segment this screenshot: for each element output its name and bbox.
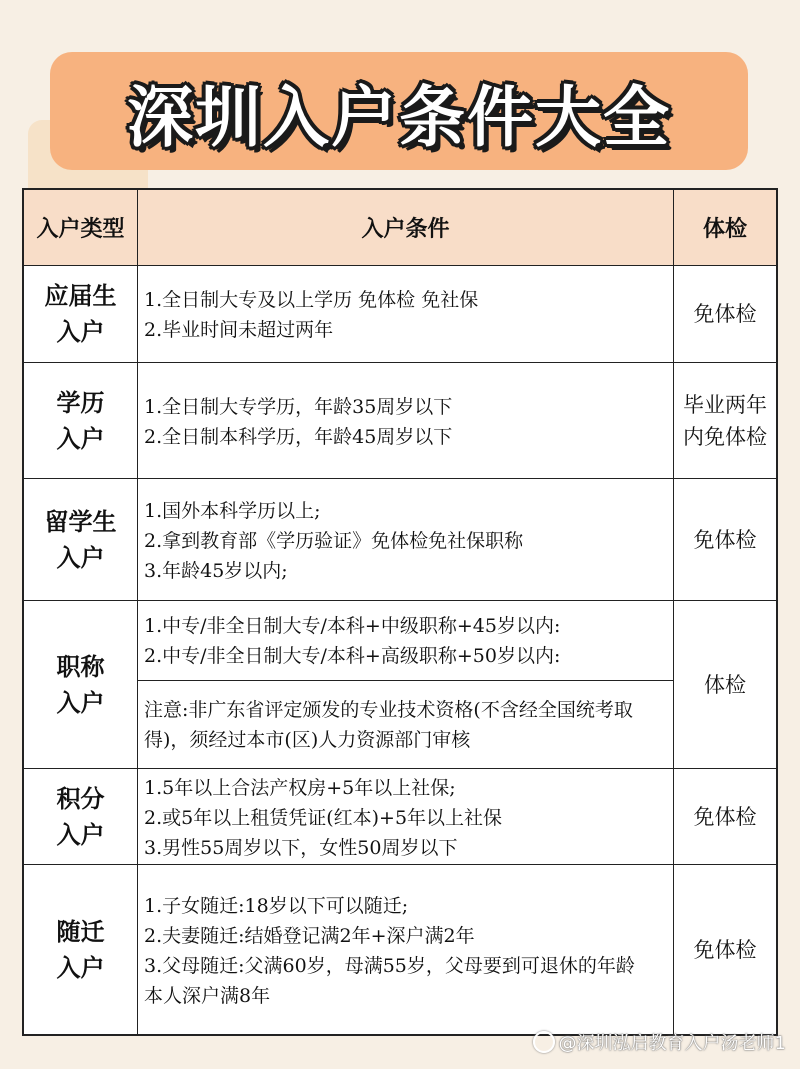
row-conditions-graduate <box>138 266 674 363</box>
condition-line: 2.夫妻随迁:结婚登记满2年+深户满2年 <box>144 924 475 947</box>
row-type-graduate: 应届生 入户 <box>24 266 138 363</box>
condition-line: 2.毕业时间未超过两年 <box>144 319 334 341</box>
condition-line: 1.中专/非全日制大专/本科+中级职称+45岁以内: <box>144 614 561 637</box>
title-conditions <box>138 601 673 681</box>
row-type-overseas: 留学生 入户 <box>24 479 138 601</box>
condition-line: 2.全日制本科学历，年龄45周岁以下 <box>144 425 453 448</box>
row-type-points: 积分 入户 <box>24 769 138 865</box>
condition-line: 本人深户满8年 <box>144 984 271 1007</box>
row-conditions-overseas <box>138 479 674 601</box>
row-exam-relocation: 免体检 <box>693 937 757 962</box>
platform-logo-icon <box>533 1031 555 1053</box>
watermark <box>533 1029 786 1055</box>
condition-line: 1.全日制大专学历，年龄35周岁以下 <box>144 395 453 418</box>
row-exam-education: 毕业两年 内免体检 <box>674 363 776 479</box>
condition-line: 1.5年以上合法产权房+5年以上社保; <box>144 776 456 799</box>
condition-line: 2.中专/非全日制大专/本科+高级职称+50岁以内: <box>144 644 561 667</box>
header-type: 入户类型 <box>24 190 138 266</box>
condition-line: 3.父母随迁:父满60岁，母满55岁，父母要到可退休的年龄 <box>144 954 635 977</box>
row-exam-graduate: 免体检 <box>674 266 776 363</box>
watermark-text: @深圳泓启教育入户汤老师1 <box>558 1033 786 1054</box>
conditions-table <box>22 188 778 1036</box>
row-conditions-relocation <box>138 865 674 1034</box>
row-type-title: 职称 入户 <box>24 601 138 769</box>
header-exam: 体检 <box>674 190 776 266</box>
row-type-relocation: 随迁 入户 <box>24 865 138 1034</box>
condition-line: 1.全日制大专及以上学历 免体检 免社保 <box>144 289 479 311</box>
condition-line: 2.或5年以上租赁凭证(红本)+5年以上社保 <box>144 806 503 829</box>
header-conditions: 入户条件 <box>138 190 674 266</box>
row-exam-title: 体检 <box>674 601 776 769</box>
condition-line: 1.国外本科学历以上; <box>144 499 321 522</box>
condition-line: 3.男性55周岁以下，女性50周岁以下 <box>144 836 458 859</box>
row-conditions-education <box>138 363 674 479</box>
row-conditions-title <box>138 601 674 769</box>
note-text: 注意:非广东省评定颁发的专业技术资格(不含经全国统考取得)，须经过本市(区)人力资源部门审核 <box>144 698 633 751</box>
row-type-education: 学历 入户 <box>24 363 138 479</box>
row-exam-overseas: 免体检 <box>674 479 776 601</box>
condition-line: 1.子女随迁:18岁以下可以随迁; <box>144 894 409 917</box>
page-title: 深圳入户条件大全 <box>127 78 671 156</box>
row-conditions-points <box>138 769 674 865</box>
title-note <box>138 681 673 768</box>
condition-line: 3.年龄45岁以内; <box>144 559 288 582</box>
title-banner <box>50 52 748 170</box>
row-exam-points: 免体检 <box>674 769 776 865</box>
condition-line: 2.拿到教育部《学历验证》免体检免社保职称 <box>144 529 524 552</box>
